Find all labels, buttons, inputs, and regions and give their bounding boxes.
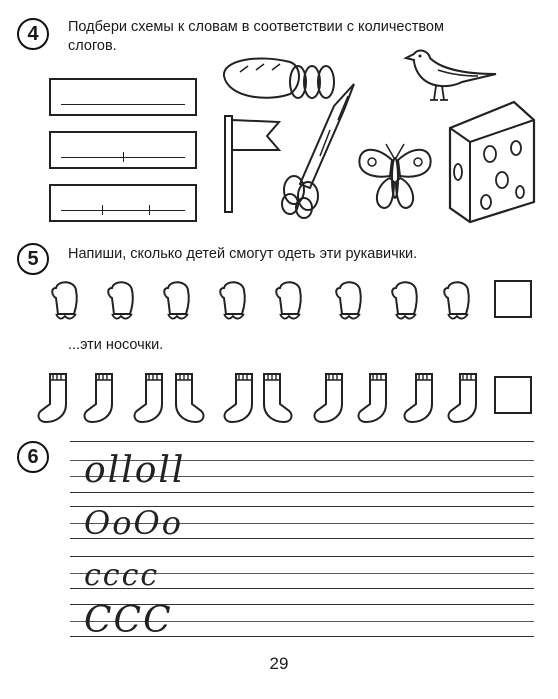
bird-icon[interactable] — [402, 44, 502, 106]
sock-icon — [176, 374, 203, 422]
scheme-line — [61, 210, 185, 211]
mittens-answer-box[interactable] — [494, 280, 532, 318]
task-5-instruction: Напиши, сколько детей смогут одеть эти рукавички. — [68, 246, 418, 262]
handwriting-row-4: CCC — [84, 600, 173, 641]
mitten-icon — [392, 282, 417, 318]
task-5-number: 5 — [17, 243, 49, 275]
socks-answer-box[interactable] — [494, 376, 532, 414]
scheme-divider — [149, 205, 150, 215]
syllable-scheme-3[interactable] — [49, 184, 197, 222]
syllable-scheme-2[interactable] — [49, 131, 197, 169]
cheese-icon[interactable] — [446, 98, 538, 224]
sock-icon — [135, 374, 162, 422]
socks-label: ...эти носочки. — [68, 337, 164, 353]
task-4-number: 4 — [17, 18, 49, 50]
handwriting-row-1: olloll — [84, 450, 186, 491]
sock-icon — [405, 374, 432, 422]
mittens-row — [48, 276, 480, 324]
page-number: 29 — [269, 654, 289, 673]
mitten-icon — [276, 282, 301, 318]
handwriting-row-3: cccc — [84, 558, 160, 593]
butterfly-icon[interactable] — [352, 140, 438, 220]
mitten-icon — [52, 282, 77, 318]
mitten-icon — [164, 282, 189, 318]
mitten-icon — [444, 282, 469, 318]
syllable-scheme-1[interactable] — [49, 78, 197, 116]
sock-icon — [449, 374, 476, 422]
sock-icon — [225, 374, 252, 422]
ruling-line — [70, 492, 534, 493]
sock-icon — [264, 374, 291, 422]
ruling-line — [70, 441, 534, 442]
scheme-line — [61, 104, 185, 105]
scheme-divider — [123, 152, 124, 162]
scheme-divider — [102, 205, 103, 215]
task-6-number: 6 — [17, 441, 49, 473]
mitten-icon — [220, 282, 245, 318]
handwriting-row-2: OoOo — [84, 504, 183, 542]
mitten-icon — [108, 282, 133, 318]
task-4-instruction-line1: Подбери схемы к словам в соответствии с количеством — [68, 19, 444, 35]
ruling-line — [70, 556, 534, 557]
sock-icon — [359, 374, 386, 422]
mitten-icon — [336, 282, 361, 318]
sock-icon — [85, 374, 112, 422]
sock-icon — [39, 374, 66, 422]
sock-icon — [315, 374, 342, 422]
task-4-instruction-line2: слогов. — [68, 38, 117, 54]
socks-row — [36, 368, 486, 428]
